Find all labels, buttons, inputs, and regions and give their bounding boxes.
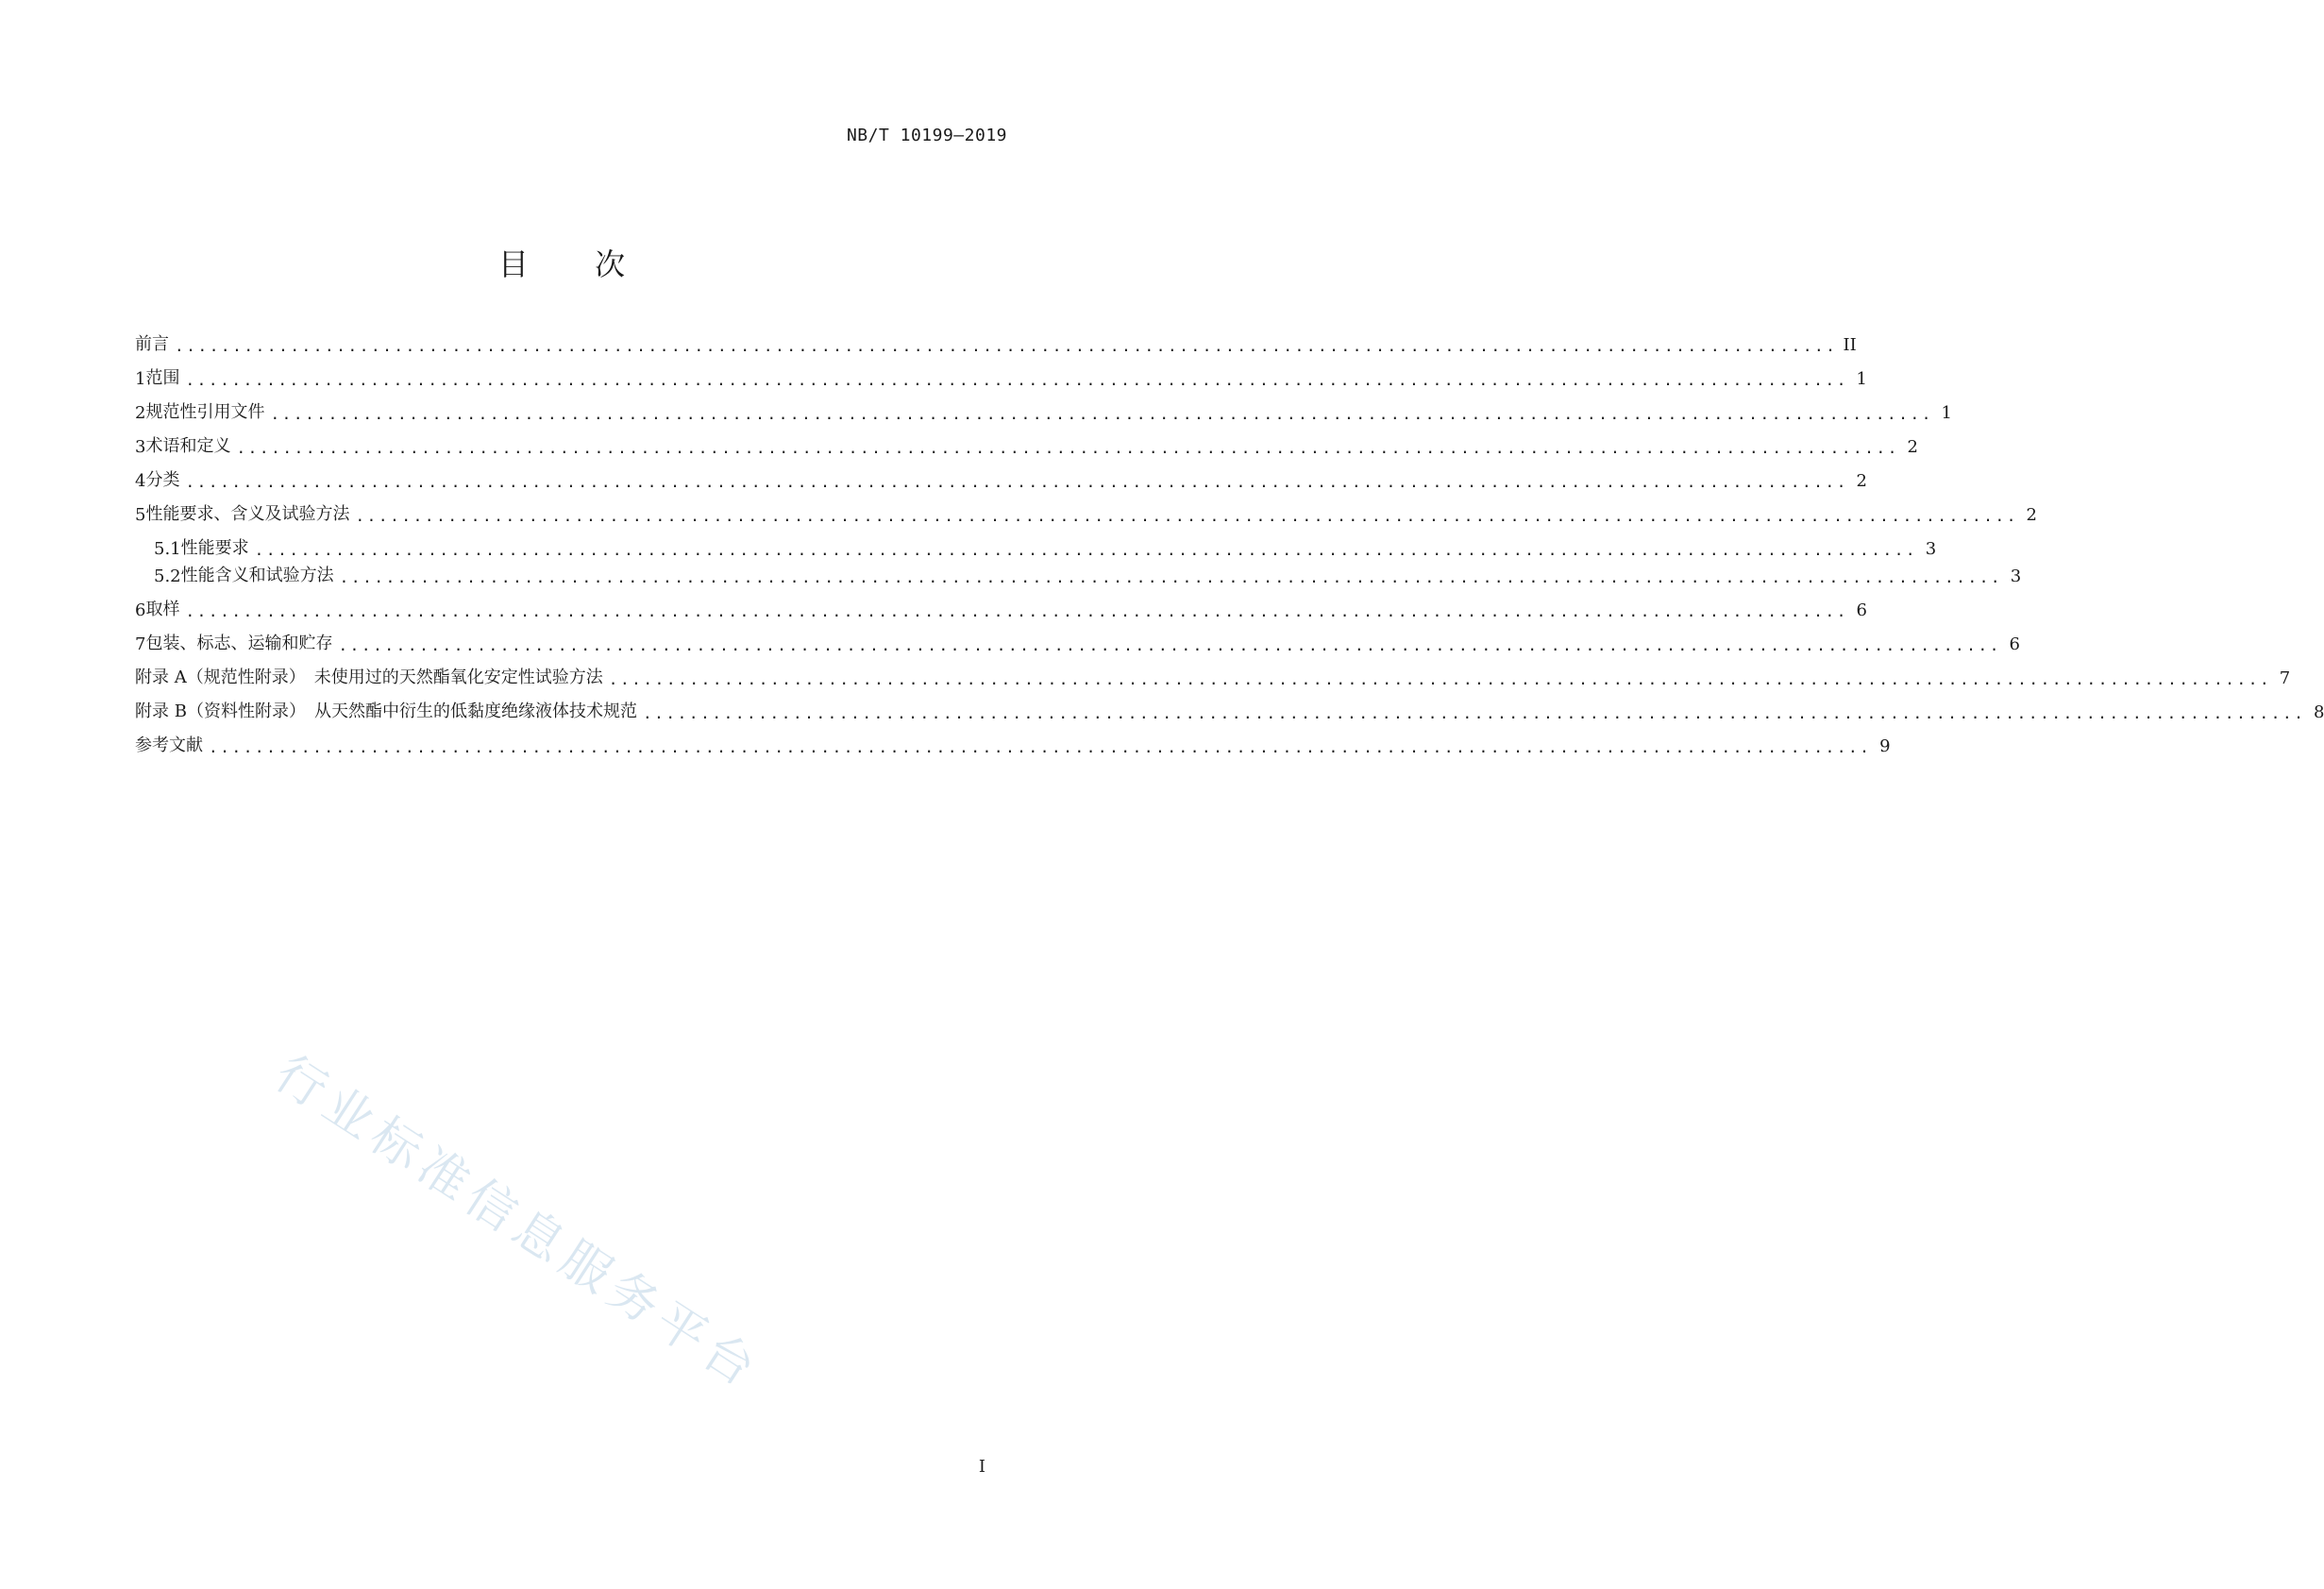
toc-leader-dots: ................................................................................................................................................ [608, 670, 2272, 688]
toc-entry-label: 性能要求、含义及试验方法 [145, 504, 350, 524]
watermark: 行业标准信息服务平台 [264, 1044, 771, 1402]
toc-entry-label: 性能含义和试验方法 [180, 566, 334, 585]
toc-entry-number: 6 [135, 600, 146, 620]
toc-entry-number: 5.2 [154, 566, 181, 586]
toc-leader-dots: ................................................................................................................................................ [185, 473, 1848, 491]
toc-entry-page: II [1843, 335, 1857, 355]
toc-leader-dots: ................................................................................................................................................ [355, 507, 2018, 525]
toc-entry-page: 2 [1907, 437, 1918, 457]
toc-leader-dots: ................................................................................................................................................ [254, 541, 1918, 559]
toc-leader-dots: ................................................................................................................................................ [270, 405, 1933, 423]
toc-entry-page: 2 [1856, 471, 1867, 491]
toc-entry-page: 1 [1856, 369, 1867, 389]
page-title: 目 次 [497, 246, 654, 282]
toc-entry-page: 6 [1856, 600, 1867, 620]
toc-entry-number: 7 [135, 634, 146, 654]
toc-entry-5-1[interactable] [154, 536, 1937, 559]
toc-entry-5[interactable] [135, 502, 2037, 525]
toc-entry-number: 5.1 [154, 539, 181, 559]
toc-entry-label: 性能要求 [180, 538, 249, 558]
toc-entry-label: 范围 [145, 368, 180, 388]
toc-entry-label: 取样 [145, 600, 180, 619]
toc-leader-dots: ................................................................................................................................................ [236, 439, 1899, 457]
toc-leader-dots: ................................................................................................................................................ [339, 568, 2003, 586]
toc-entry-label: 包装、标志、运输和贮存 [145, 634, 333, 653]
toc-entry-page: 1 [1941, 403, 1952, 423]
toc-entry-references[interactable] [135, 734, 1891, 756]
toc-leader-dots: ................................................................................................................................................ [185, 602, 1848, 620]
toc-entry-appendix-a[interactable] [135, 666, 2291, 688]
toc-entry-page: 7 [2279, 668, 2291, 688]
toc-entry-4[interactable] [135, 468, 1867, 491]
toc-leader-dots: ................................................................................................................................................ [209, 738, 1872, 756]
toc-entry-3[interactable] [135, 434, 1918, 457]
toc-entry-label: 前言 [135, 334, 169, 354]
toc-entry-label: 分类 [145, 470, 180, 490]
toc-leader-dots: ................................................................................................................................................ [642, 704, 2306, 722]
toc-leader-dots: ................................................................................................................................................ [175, 337, 1838, 355]
toc-entry-label: 附录 B（资料性附录） 从天然酯中衍生的低黏度绝缘液体技术规范 [135, 702, 637, 721]
toc-entry-2[interactable] [135, 400, 1952, 423]
toc-entry-7[interactable] [135, 632, 2020, 654]
toc-entry-number: 2 [135, 403, 146, 423]
toc-entry-label: 规范性引用文件 [145, 402, 265, 422]
page-number: I [978, 1457, 985, 1477]
toc-leader-dots: ................................................................................................................................................ [185, 371, 1848, 389]
toc-entry-number: 3 [135, 437, 146, 457]
toc-entry-6[interactable] [135, 598, 1867, 620]
toc-entry-page: 6 [2009, 634, 2020, 654]
toc-entry-5-2[interactable] [154, 564, 2022, 586]
toc-entry-page: 2 [2026, 505, 2037, 525]
toc-entry-label: 术语和定义 [145, 436, 231, 456]
toc-entry-number: 1 [135, 369, 146, 389]
toc-leader-dots: ................................................................................................................................................ [338, 636, 2001, 654]
toc-entry-label: 附录 A（规范性附录） 未使用过的天然酯氧化安定性试验方法 [135, 668, 603, 687]
toc-entry-number: 5 [135, 505, 146, 525]
toc-entry-page: 9 [1879, 736, 1891, 756]
standard-code: NB/T 10199—2019 [846, 126, 1007, 145]
toc-entry-appendix-b[interactable] [135, 700, 2324, 722]
toc-entry-page: 3 [1925, 539, 1937, 559]
toc-entry-1[interactable] [135, 366, 1867, 389]
toc-entry-page: 3 [2010, 566, 2022, 586]
toc-entry-preface[interactable] [135, 332, 1857, 355]
toc-entry-page: 8 [2314, 702, 2324, 722]
toc-entry-number: 4 [135, 471, 146, 491]
toc-entry-label: 参考文献 [135, 735, 203, 755]
